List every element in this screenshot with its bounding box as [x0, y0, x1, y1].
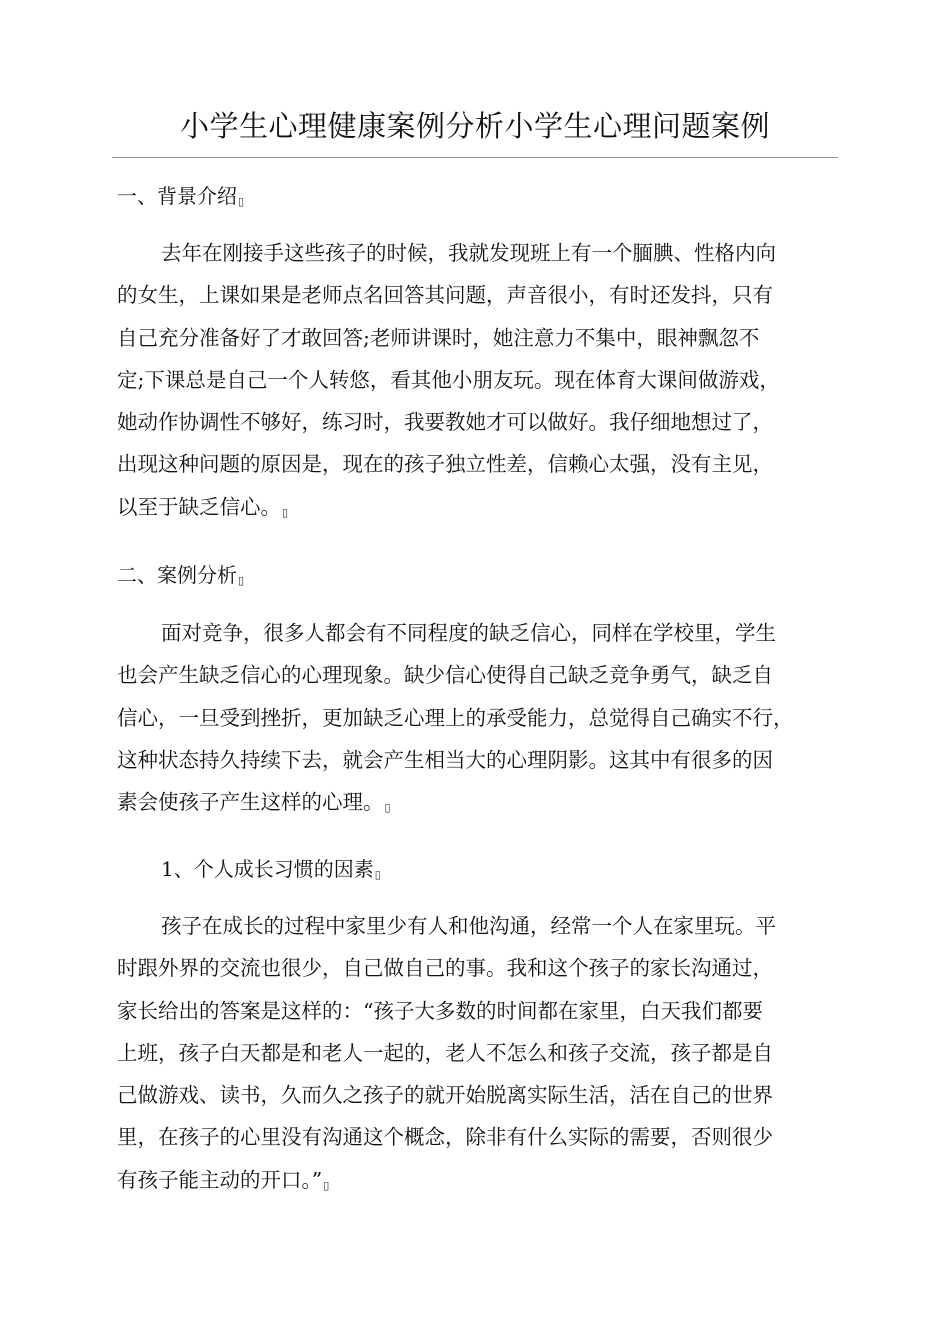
- text-line: 时跟外界的交流也很少，自己做自己的事。我和这个孩子的家长沟通过，: [117, 956, 773, 981]
- page-title: 小学生心理健康案例分析小学生心理问题案例: [179, 109, 770, 143]
- section-heading-text: 一、背景介绍: [117, 184, 237, 208]
- paragraph-case-analysis: [117, 612, 835, 823]
- text-line: 这种状态持久持续下去，就会产生相当大的心理阴影。这其中有很多的因: [117, 747, 773, 772]
- text-line: 上班，孩子白天都是和老人一起的，老人不怎么和孩子交流，孩子都是自: [117, 1040, 773, 1065]
- text-line: 她动作协调性不够好，练习时，我要教她才可以做好。我仔细地想过了，: [117, 410, 773, 435]
- text-line: 定;下课总是自己一个人转悠，看其他小朋友玩。现在体育大课间做游戏，: [117, 367, 780, 392]
- section-heading-case-analysis: [117, 561, 244, 595]
- section-heading-text: 二、案例分析: [117, 563, 237, 587]
- text-line-content: 有孩子能主动的开口。”: [117, 1167, 323, 1192]
- paragraph-background: [117, 232, 835, 528]
- text-line: 也会产生缺乏信心的心理现象。缺少信心使得自己缺乏竞争勇气，缺乏自: [117, 663, 773, 688]
- text-line: 的女生，上课如果是老师点名回答其问题，声音很小，有时还发抖，只有: [117, 283, 773, 308]
- text-line: 孩子在成长的过程中家里少有人和他沟通，经常一个人在家里玩。平: [161, 914, 776, 938]
- text-line-last: [117, 486, 835, 528]
- paragraph-mark-icon: ▯: [238, 195, 245, 208]
- title-divider: [112, 157, 838, 158]
- paragraph-mark-icon: ▯: [384, 801, 391, 815]
- subsection-heading-text: 1、个人成长习惯的因素: [161, 857, 374, 881]
- text-line-content: 素会使孩子产生这样的心理。: [117, 790, 384, 815]
- text-line-last: [117, 1159, 835, 1201]
- text-line-content: 以至于缺乏信心。: [117, 494, 281, 519]
- text-line: 面对竞争，很多人都会有不同程度的缺乏信心，同样在学校里，学生: [161, 621, 776, 645]
- paragraph-mark-icon: ▯: [374, 868, 381, 881]
- text-line: 家长给出的答案是这样的：“孩子大多数的时间都在家里，白天我们都要: [117, 998, 763, 1023]
- paragraph-mark-icon: ▯: [282, 505, 289, 519]
- subsection-heading-personal-growth: [161, 855, 381, 889]
- paragraph-mark-icon: ▯: [238, 574, 245, 587]
- text-line: 去年在刚接手这些孩子的时候，我就发现班上有一个腼腆、性格内向: [161, 241, 776, 265]
- paragraph-mark-icon: ▯: [323, 1178, 330, 1192]
- text-line: 出现这种问题的原因是，现在的孩子独立性差，信赖心太强，没有主见，: [117, 452, 773, 477]
- paragraph-personal-growth: [117, 905, 835, 1201]
- text-line: 信心，一旦受到挫折，更加缺乏心理上的承受能力，总觉得自己确实不行，: [117, 705, 794, 730]
- text-line-last: [117, 781, 835, 823]
- text-line: 己做游戏、读书，久而久之孩子的就开始脱离实际生活，活在自己的世界: [117, 1083, 773, 1108]
- section-heading-background: [117, 182, 244, 216]
- text-line: 自己充分准备好了才敢回答;老师讲课时，她注意力不集中，眼神飘忽不: [117, 325, 760, 350]
- text-line: 里，在孩子的心里没有沟通这个概念，除非有什么实际的需要，否则很少: [117, 1125, 773, 1150]
